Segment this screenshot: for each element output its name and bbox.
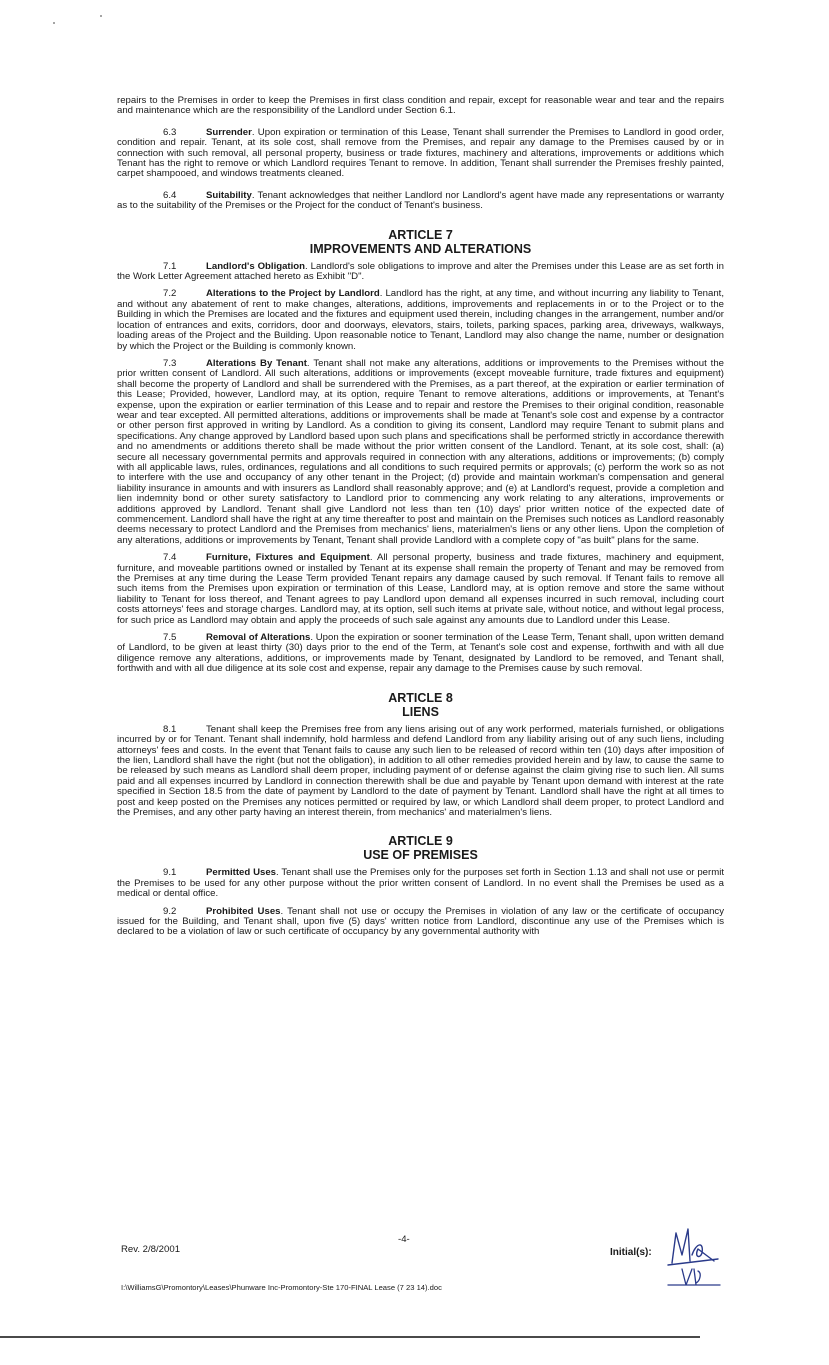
section-number: 7.1 xyxy=(163,260,177,272)
article-title: ARTICLE 9 xyxy=(388,834,453,849)
revision-date: Rev. 2/8/2001 xyxy=(121,1244,181,1255)
article-subtitle: USE OF PREMISES xyxy=(363,848,478,863)
lease-body xyxy=(117,96,724,949)
section-heading: Removal of Alterations xyxy=(206,632,311,644)
section-text: . Tenant shall not use or occupy the Premises in violation of any law or the certificate of occupancy issued for the Building, and Tenant shall, upon five (5) days' written notice from Landlord, discontinue any use of the Premises which is declared to be a violation of law or such certificate of occupancy by any governmental authority with xyxy=(117,905,725,938)
section-9-2 xyxy=(117,907,724,938)
section-heading: Alterations to the Project by Landlord xyxy=(206,288,380,300)
section-heading: Alterations By Tenant xyxy=(206,357,307,369)
section-7-2 xyxy=(117,289,724,351)
article-9-heading xyxy=(117,834,724,862)
section-text: . Tenant acknowledges that neither Landlord nor Landlord's agent have made any representations or warranty as to the suitability of the Premises or the Project for the conduct of Tenant's business. xyxy=(117,189,724,212)
section-number: 7.3 xyxy=(163,357,177,369)
initials-label: Initial(s): xyxy=(610,1247,652,1258)
section-number: 8.1 xyxy=(163,723,177,735)
page-number: -4- xyxy=(398,1234,410,1245)
section-text: . Tenant shall use the Premises only for the purposes set forth in Section 1.13 and shall not use or permit the Premises to be used for any other purpose without the prior written consent of Landlord. In no event shall the Premises be used as a medical or dental office. xyxy=(117,867,724,900)
section-8-1 xyxy=(117,725,724,819)
section-text: . Upon the expiration or sooner termination of the Lease Term, Tenant shall, upon written demand of Landlord, to be given at least thirty (30) days prior to the end of the Term, at Tenant's sole cost and expense, forthwith and with all due diligence remove any alterations, additions, or improvements made by Tenant, designated by Landlord to be removed, and Tenant shall, forthwith and with all due diligence at its sole cost and expense, repair any damage to the Premises cause by such removal. xyxy=(117,632,724,675)
section-number: 9.1 xyxy=(163,867,177,879)
section-6-4 xyxy=(117,191,724,212)
section-number: 9.2 xyxy=(163,905,177,917)
section-text: . All personal property, business and trade fixtures, machinery and equipment, furniture, and moveable partitions owned or installed by Tenant at its expense shall remain the property of Tenant and may be removed from the Premises at any time during the Lease Term provided Tenant repairs any damage caused by such removal. If Tenant fails to remove all such items from the Premises upon expiration or termination of this Lease, Landlord may, at is option remove and store the same without liability to Tenant for loss thereof, and Tenant agrees to pay Landlord upon demand all expenses incurred in such removal, including court costs attorneys' fees and storage charges. Landlord may, at its option, sell such items at private sale, without notice, and without legal process, for such price as Landlord may obtain and apply the proceeds of such sale against any amounts due to Landlord under this Lease. xyxy=(117,552,724,626)
scan-speck xyxy=(53,22,55,24)
section-number: 6.4 xyxy=(163,189,177,201)
section-heading: Suitability xyxy=(206,189,252,201)
article-title: ARTICLE 8 xyxy=(388,690,453,705)
article-title: ARTICLE 7 xyxy=(388,227,453,242)
intro-paragraph: repairs to the Premises in order to keep the Premises in first class condition and repair, except for reasonable wear and tear and the repairs and maintenance which are the responsibility of the Landlord under Section 6.1. xyxy=(117,95,724,117)
section-number: 7.5 xyxy=(163,632,177,644)
article-8-heading xyxy=(117,691,724,719)
article-subtitle: IMPROVEMENTS AND ALTERATIONS xyxy=(309,241,532,256)
article-subtitle: LIENS xyxy=(402,704,439,719)
section-text: . Tenant shall not make any alterations, additions or improvements to the Premises without the prior written consent of Landlord. All such alterations, additions or improvements (except moveable furniture, trade fixtures and equipment) shall become the property of Landlord and shall be surrendered with the Premises, as a part thereof, at the expiration or earlier termination of this Lease; Provided, however, Landlord may, at its option, require Tenant to remove alterations, additions or improvements, at Tenant's expense, upon the expiration or earlier termination of this Lease and to repair and restore the Premises to their original condition, reasonable wear and tear excepted. All permitted alterations, additions or improvements shall be made at Tenant's sole cost and expense by a contractor or other person first approved in writing by Landlord. As a condition to giving its consent, Landlord may require Tenant to submit plans and specifications. Any change approved by Landlord based upon such plans and specifications shall be performed strictly in accordance therewith and no amendments or additions thereto shall be made without the prior written consent of the Landlord. Tenant, at its sole cost, shall: (a) secure all necessary governmental permits and approvals required in connection with any alterations, additions or improvements; (b) comply with all applicable laws, rules, ordinances, regulations and all conditions to such required permits or approvals; (c) perform the work so as not to interfere with the use and occupancy of any other tenant in the Project; (d) provide and maintain workman's compensation and general liability insurance in amounts and with insurers as Landlord shall reasonably approve; and (e) at Landlord's request, provide a completion and lien indemnity bond or other surety satisfactory to Landlord prior to commencing any work relating to any alterations, improvements or additions approved by Landlord. Tenant shall give Landlord not less than ten (10) days' prior written notice of the expected date of commencement. Landlord shall have the right at any time thereafter to post and maintain on the Premises such notices as Landlord reasonably deems necessary to protect Landlord and the Premises from mechanics' liens, materialmen's liens or any other liens. Upon the completion of any alterations, additions or improvements by Tenant, Tenant shall provide Landlord with a complete copy of "as built" plans for the same. xyxy=(117,357,724,546)
scan-speck xyxy=(100,15,102,17)
section-heading: Landlord's Obligation xyxy=(206,260,306,272)
article-7-heading xyxy=(117,228,724,256)
section-heading: Prohibited Uses xyxy=(206,905,281,917)
section-7-4 xyxy=(117,553,724,626)
handwritten-initials-signature xyxy=(662,1225,722,1293)
section-6-3 xyxy=(117,128,724,180)
section-number: 7.2 xyxy=(163,288,177,300)
section-9-1 xyxy=(117,868,724,899)
section-text: . Landlord has the right, at any time, and without incurring any liability to Tenant, and without any abatement of rent to make changes, alterations, additions, improvements and replacements in or to the Project or to the Building in which the Premises are located and the fixtures and equipment used therein, including changes in the arrangement, number and/or location of entrances and exits, corridors, door and doorways, elevators, stairs, toilets, parking spaces, parking area, driveways, walkways, loading areas of the Project and the Building. Upon reasonable notice to Tenant, Landlord may also change the name, number or designation by which the Project or the Building is commonly known. xyxy=(117,288,724,352)
section-text: . Landlord's sole obligations to improve and alter the Premises under this Lease are as set forth in the Work Letter Agreement attached hereto as Exhibit "D". xyxy=(117,260,725,283)
section-heading: Permitted Uses xyxy=(206,867,277,879)
section-heading: Furniture, Fixtures and Equipment xyxy=(206,552,370,564)
section-7-3 xyxy=(117,359,724,546)
section-number: 6.3 xyxy=(163,126,177,138)
section-number: 7.4 xyxy=(163,552,177,564)
section-heading: Surrender xyxy=(206,126,252,138)
bottom-rule xyxy=(0,1336,700,1338)
file-path: I:\WilliamsG\Promontory\Leases\Phunware Inc-Promontory-Ste 170-FINAL Lease (7 23 14).doc xyxy=(121,1283,442,1292)
section-7-1 xyxy=(117,262,724,283)
section-text: . Upon expiration or termination of this Lease, Tenant shall surrender the Premises to Landlord in good order, condition and repair. Tenant, at its sole cost, shall remove from the Premises, and repair any damage to the Premises caused by or in connection with such removal, all personal property, business or trade fixtures, machinery and alterations, improvements or additions which Tenant has the right to remove or which Landlord requires Tenant to remove. In addition, Tenant shall surrender the Premises freshly painted, carpet shampooed, and windows treatments cleaned. xyxy=(117,126,724,180)
section-7-5 xyxy=(117,633,724,675)
section-text: Tenant shall keep the Premises free from any liens arising out of any work performed, materials furnished, or obligations incurred by or for Tenant. Tenant shall indemnify, hold harmless and defend Landlord from any liability arising out of any such liens, including attorneys' fees and costs. In the event that Tenant fails to cause any such lien to be released of record within ten (10) days after imposition of the lien, Landlord shall have the right (but not the obligation), in addition to all other remedies provided herein and by law, to cause the same to be released by such means as Landlord shall deem proper, including payment of or defense against the claim giving rise to such lien. All sums paid and all expenses incurred by Landlord in connection therewith shall be due and payable by Tenant upon demand with interest at the rate specified in Section 18.5 from the date of payment by Landlord to the date of payment by Tenant. Landlord shall have the right at all times to post and keep posted on the Premises any notices permitted or required by law, or which Landlord shall deem proper, to protect Landlord and the Premises, and any other party having an interest therein, from mechanics' and materialmen's liens. xyxy=(117,723,724,818)
